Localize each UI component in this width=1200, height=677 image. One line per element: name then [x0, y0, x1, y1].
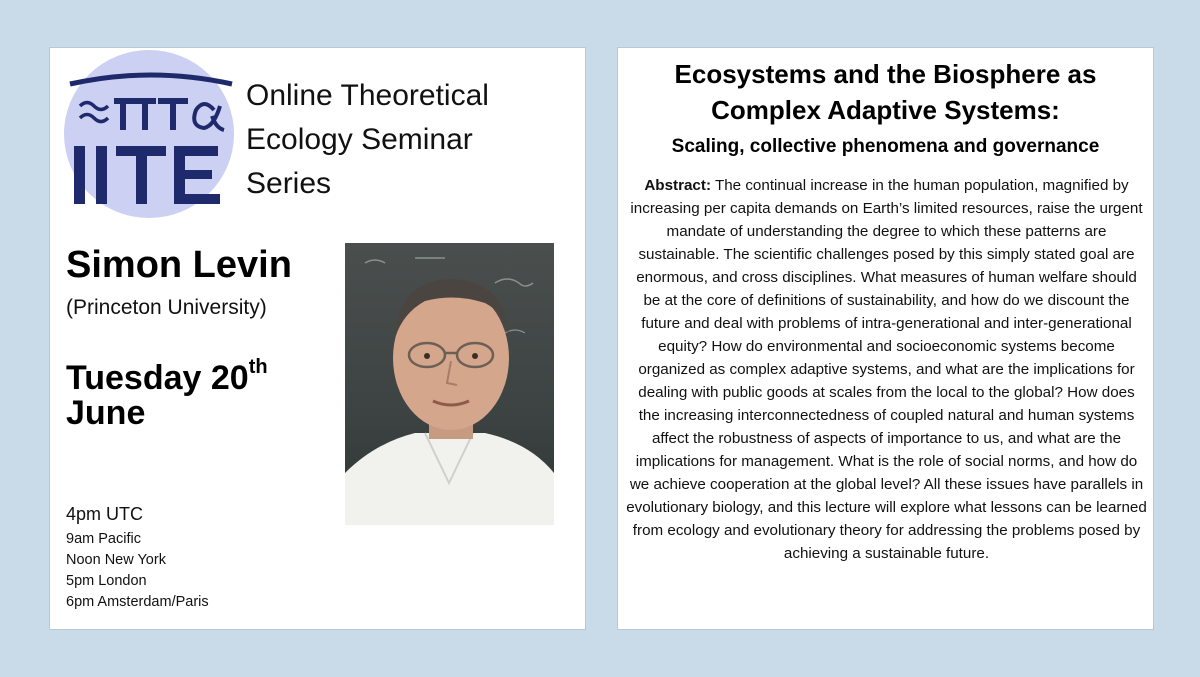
speaker-name: Simon Levin	[66, 244, 292, 286]
talk-subtitle: Scaling, collective phenomena and governance	[671, 136, 1100, 157]
event-times	[66, 504, 209, 613]
time-utc: 4pm UTC	[66, 504, 144, 524]
iite-logo	[64, 50, 236, 220]
series-title-line: Series	[246, 167, 332, 200]
speaker-affiliation: (Princeton University)	[66, 296, 267, 319]
abstract	[626, 174, 1147, 565]
time-pacific: 9am Pacific	[66, 531, 141, 547]
event-date-day: Tuesday 20	[66, 359, 249, 397]
series-title-line: Online Theoretical	[246, 79, 489, 112]
iite-logo-mark	[64, 50, 236, 220]
event-date	[66, 344, 268, 401]
time-amsterdam-paris: 6pm Amsterdam/Paris	[66, 594, 209, 610]
time-london: 5pm London	[66, 573, 147, 589]
speaker-portrait	[345, 243, 554, 525]
event-info-panel	[49, 47, 586, 630]
speaker-photo	[345, 243, 554, 525]
series-title	[246, 74, 566, 206]
time-new-york: Noon New York	[66, 552, 166, 568]
abstract-text: The continual increase in the human population, magnified by increasing per capita demands on Earth’s limited resources, raise the urgent mandate of understanding the degree to which these patterns are sustainable. The scientific challenges posed by this simply stated goal are enormous, and cross disciplines. What measures of human welfare should be at the core of definitions of sustainability, and how do we discount the future and deal with problems of intra-generational and inter-generational equity? How do environmental and socioeconomic systems become organized as complex adaptive systems, and what are the implications for dealing with public goods at scales from the local to the global? How does the increasing interconnectedness of coupled natural and human systems affect the robustness of aspects of importance to us, and what are the implications for management. What is the role of social norms, and how do we achieve cooperation at the global level? All these issues have parallels in evolutionary biology, and this lecture will explore what lessons can be learned from ecology and evolutionary theory for addressing the problems posed by achieving a sustainable future.	[626, 177, 1147, 562]
talk-title: Ecosystems and the Biosphere as Complex Adaptive Systems:	[674, 59, 1097, 125]
event-date-month: June	[66, 394, 146, 432]
abstract-label: Abstract:	[644, 177, 711, 194]
series-title-line: Ecology Seminar	[246, 123, 473, 156]
event-date-suffix: th	[248, 356, 268, 378]
abstract-panel	[617, 47, 1154, 630]
